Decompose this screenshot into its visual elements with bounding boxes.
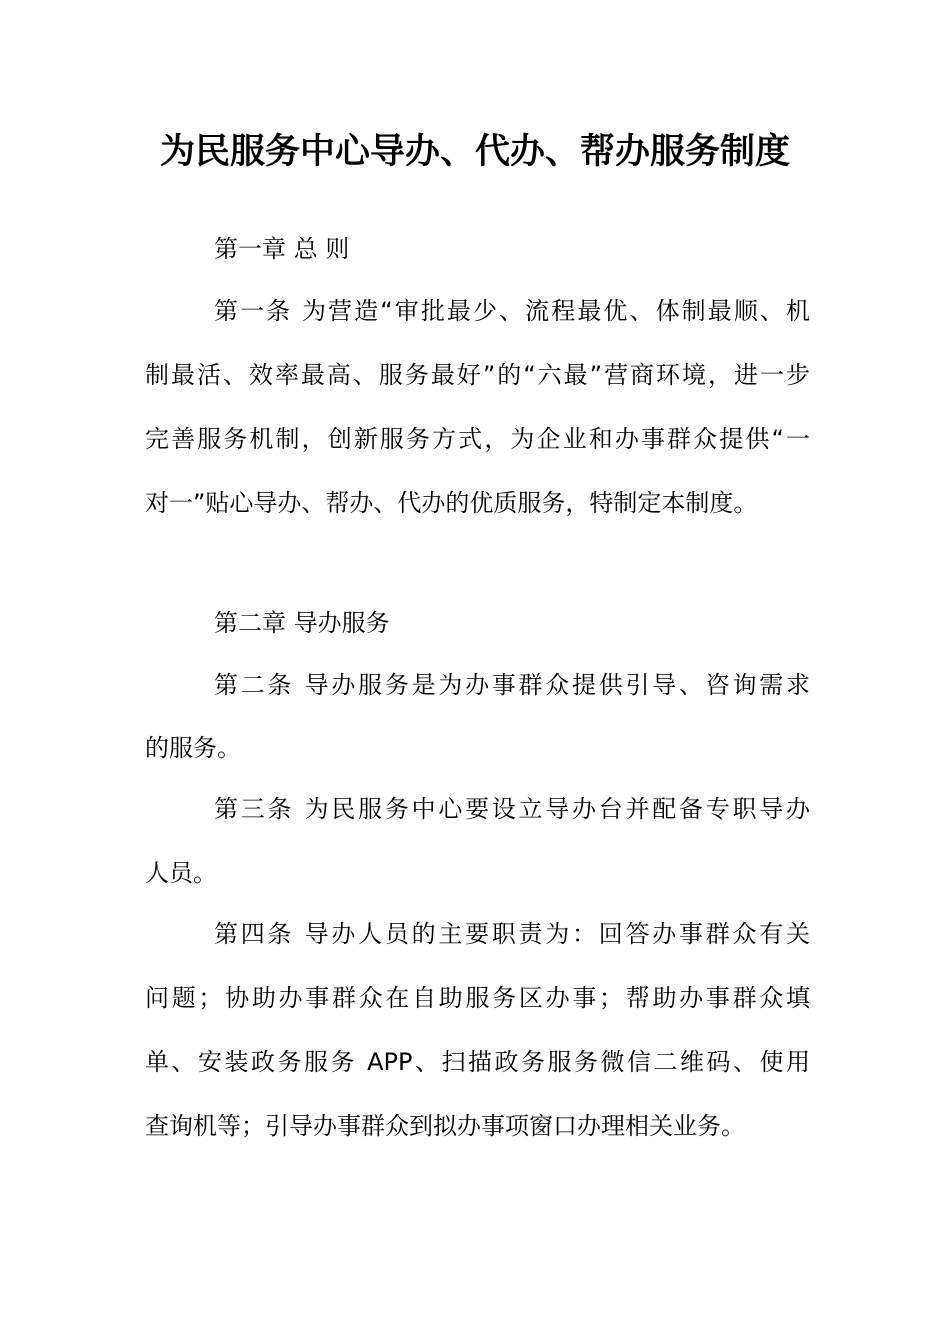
article-4-line-3: 单、安装政务服务 APP、扫描政务服务微信二维码、使用	[145, 1048, 810, 1076]
article-3-line-1: 第三条 为民服务中心要设立导办台并配备专职导办	[214, 795, 810, 823]
article-1-line-2: 制最活、效率最高、服务最好”的“六最”营商环境，进一步	[145, 361, 810, 389]
article-3-line-2: 人员。	[145, 859, 217, 887]
article-4-line-4: 查询机等；引导办事群众到拟办事项窗口办理相关业务。	[145, 1112, 745, 1140]
article-1-line-4: 对一”贴心导办、帮办、代办的优质服务，特制定本制度。	[145, 489, 758, 517]
article-4-line-1: 第四条 导办人员的主要职责为：回答办事群众有关	[214, 920, 810, 948]
chapter-1-heading: 第一章 总 则	[214, 235, 350, 263]
article-2-line-1: 第二条 导办服务是为办事群众提供引导、咨询需求	[214, 671, 810, 699]
article-1-line-1: 第一条 为营造“审批最少、流程最优、体制最顺、机	[214, 297, 810, 325]
article-1-line-3: 完善服务机制，创新服务方式，为企业和办事群众提供“一	[145, 425, 810, 453]
article-4-line-2: 问题；协助办事群众在自助服务区办事；帮助办事群众填	[145, 984, 810, 1012]
chapter-2-heading: 第二章 导办服务	[214, 609, 390, 637]
article-2-line-2: 的服务。	[145, 734, 241, 762]
document-title: 为民服务中心导办、代办、帮办服务制度	[159, 132, 790, 172]
